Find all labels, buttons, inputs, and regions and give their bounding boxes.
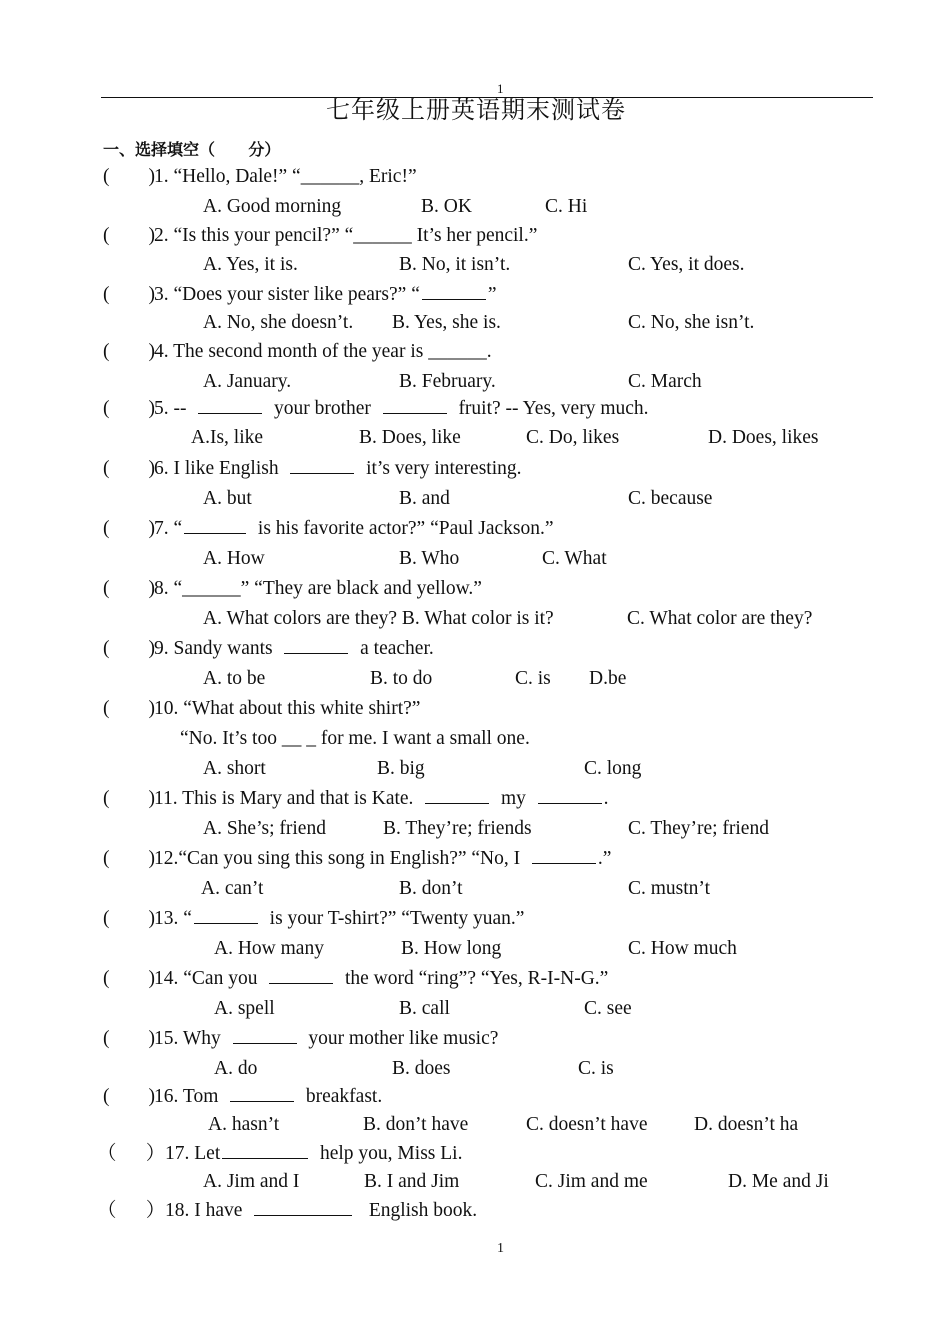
question-stem: 9. Sandy wants xyxy=(154,638,273,659)
option: C. March xyxy=(628,371,702,392)
option: B. They’re; friends xyxy=(383,818,532,839)
answer-blank xyxy=(290,472,354,474)
option: B. OK xyxy=(421,196,472,217)
option: A. She’s; friend xyxy=(203,818,326,839)
answer-blank xyxy=(284,652,348,654)
option: C. Do, likes xyxy=(526,427,620,448)
option: C. Jim and me xyxy=(535,1171,648,1192)
answer-blank xyxy=(532,862,596,864)
answer-paren: ( ) xyxy=(103,398,155,419)
option: C. Hi xyxy=(545,196,588,217)
question-stem-line xyxy=(154,1086,382,1108)
option: A. Yes, it is. xyxy=(203,254,298,275)
question-stem: 11. This is Mary and that is Kate. xyxy=(154,788,414,809)
question-stem-end: English book. xyxy=(368,1200,478,1221)
answer-paren: ( ) xyxy=(103,698,155,719)
question-stem-end: is his favorite actor?” “Paul Jackson.” xyxy=(257,518,554,539)
question-stem-end: help you, Miss Li. xyxy=(319,1143,463,1164)
answer-blank xyxy=(230,1100,294,1102)
question-stem-line xyxy=(154,398,649,420)
option: C. doesn’t have xyxy=(526,1114,648,1135)
option: A. Jim and I xyxy=(203,1171,300,1192)
question-stem: 1. “Hello, Dale!” “______, Eric!” xyxy=(154,166,417,187)
answer-paren: ( ) xyxy=(103,1086,155,1107)
option: B. I and Jim xyxy=(364,1171,460,1192)
question-stem: 6. I like English xyxy=(154,458,279,479)
option: B. don’t xyxy=(399,878,463,899)
question-stem: 3. “Does your sister like pears?” “ xyxy=(154,284,420,305)
question-stem-end: fruit? -- Yes, very much. xyxy=(458,398,649,419)
option: B. How long xyxy=(401,938,502,959)
question-stem: 13. “ xyxy=(154,908,192,929)
question-stem-end: your mother like music? xyxy=(308,1028,499,1049)
answer-paren: ( ) xyxy=(103,166,155,187)
option: C. long xyxy=(584,758,642,779)
answer-blank xyxy=(422,298,486,300)
option: A. January. xyxy=(203,371,292,392)
question-stem: 18. I have xyxy=(165,1200,243,1221)
answer-blank xyxy=(269,982,333,984)
option: A. short xyxy=(203,758,266,779)
option: B. don’t have xyxy=(363,1114,469,1135)
answer-paren: ( ) xyxy=(103,908,155,929)
option: A. can’t xyxy=(201,878,264,899)
question-stem-line xyxy=(154,968,608,990)
question-stem: 4. The second month of the year is ______. xyxy=(154,341,492,362)
question-stem-end: breakfast. xyxy=(305,1086,383,1107)
question-stem-end: . xyxy=(603,788,609,809)
question-stem-mid: your brother xyxy=(274,398,371,419)
option: B. does xyxy=(392,1058,451,1079)
option: A. Good morning xyxy=(203,196,342,217)
option: B. and xyxy=(399,488,450,509)
option: B. to do xyxy=(370,668,433,689)
option: C. mustn’t xyxy=(628,878,710,899)
option: A. do xyxy=(214,1058,258,1079)
option: B. Who xyxy=(399,548,460,569)
option: A. hasn’t xyxy=(208,1114,280,1135)
option: A.Is, like xyxy=(191,427,264,448)
option: A. to be xyxy=(203,668,266,689)
question-stem-end: the word “ring”? “Yes, R-I-N-G.” xyxy=(344,968,609,989)
option: D. doesn’t ha xyxy=(694,1114,799,1135)
option: A. No, she doesn’t. xyxy=(203,312,354,333)
answer-blank xyxy=(198,412,262,414)
option: D. Me and Ji xyxy=(728,1171,829,1192)
question-stem: 7. “ xyxy=(154,518,183,539)
option: B. Yes, she is. xyxy=(392,312,501,333)
question-stem-line xyxy=(154,518,554,540)
question-stem-line-2: “No. It’s too __ _ for me. I want a small one. xyxy=(180,728,530,749)
question-stem-line xyxy=(154,848,611,870)
answer-paren: ( ) xyxy=(103,788,155,809)
answer-paren: ( ) xyxy=(103,578,155,599)
question-stem-end: is your T-shirt?” “Twenty yuan.” xyxy=(269,908,525,929)
answer-blank xyxy=(425,802,489,804)
option: B. Does, like xyxy=(359,427,461,448)
question-stem-mid: my xyxy=(500,788,526,809)
option: C. is xyxy=(578,1058,614,1079)
answer-blank xyxy=(222,1157,308,1159)
question-stem: 2. “Is this your pencil?” “______ It’s her pencil.” xyxy=(154,225,538,246)
answer-paren: ( ) xyxy=(103,1028,155,1049)
option: A. What colors are they? B. What color is it? xyxy=(203,608,554,629)
answer-paren: ( ) xyxy=(103,458,155,479)
answer-paren: （ ） xyxy=(97,1200,166,1221)
answer-paren: ( ) xyxy=(103,284,155,305)
question-stem: 14. “Can you xyxy=(154,968,258,989)
question-stem-end: it’s very interesting. xyxy=(366,458,522,479)
answer-blank xyxy=(383,412,447,414)
question-stem: 5. -- xyxy=(154,398,187,419)
answer-blank xyxy=(538,802,602,804)
section-heading: 一、选择填空（ 分） xyxy=(103,140,281,159)
option: C. No, she isn’t. xyxy=(628,312,755,333)
option: A. How many xyxy=(214,938,324,959)
option: B. No, it isn’t. xyxy=(399,254,511,275)
option: B. call xyxy=(399,998,450,1019)
question-stem-line xyxy=(154,788,608,810)
question-stem-line xyxy=(154,908,524,930)
page-title: 七年级上册英语期末测试卷 xyxy=(326,96,626,124)
answer-paren: ( ) xyxy=(103,518,155,539)
option: A. spell xyxy=(214,998,275,1019)
option: D. Does, likes xyxy=(708,427,819,448)
answer-paren: （ ） xyxy=(97,1143,166,1164)
question-stem: 15. Why xyxy=(154,1028,221,1049)
answer-paren: ( ) xyxy=(103,638,155,659)
answer-paren: ( ) xyxy=(103,225,155,246)
answer-blank xyxy=(194,922,258,924)
answer-blank xyxy=(233,1042,297,1044)
option: C. What color are they? xyxy=(627,608,813,629)
question-stem: 10. “What about this white shirt?” xyxy=(154,698,421,719)
option: C. see xyxy=(584,998,632,1019)
option: C. Yes, it does. xyxy=(628,254,745,275)
question-stem-line xyxy=(154,284,497,306)
option: B. big xyxy=(377,758,425,779)
question-stem: 8. “______” “They are black and yellow.” xyxy=(154,578,482,599)
question-stem: 17. Let xyxy=(165,1143,221,1164)
answer-blank xyxy=(254,1214,352,1216)
page-number-bottom: 1 xyxy=(497,1241,504,1256)
question-stem-line xyxy=(154,1028,498,1050)
answer-blank xyxy=(184,532,246,534)
option: A. How xyxy=(203,548,265,569)
option: C. because xyxy=(628,488,713,509)
answer-paren: ( ) xyxy=(103,341,155,362)
question-stem-line xyxy=(154,458,522,480)
option: C. is xyxy=(515,668,551,689)
question-stem-end: .” xyxy=(597,848,612,869)
question-stem: 12.“Can you sing this song in English?” “No, I xyxy=(154,848,521,869)
question-stem-line xyxy=(165,1143,462,1165)
page-number-top: 1 xyxy=(497,81,504,96)
question-stem-line xyxy=(154,638,434,660)
question-stem-end: a teacher. xyxy=(360,638,434,659)
option: C. They’re; friend xyxy=(628,818,769,839)
option: C. How much xyxy=(628,938,737,959)
question-stem-end: ” xyxy=(487,284,497,305)
option: D.be xyxy=(589,668,627,689)
question-stem: 16. Tom xyxy=(154,1086,219,1107)
option: A. but xyxy=(203,488,252,509)
option: B. February. xyxy=(399,371,496,392)
answer-paren: ( ) xyxy=(103,848,155,869)
option: C. What xyxy=(542,548,607,569)
answer-paren: ( ) xyxy=(103,968,155,989)
question-stem-line xyxy=(165,1200,477,1222)
